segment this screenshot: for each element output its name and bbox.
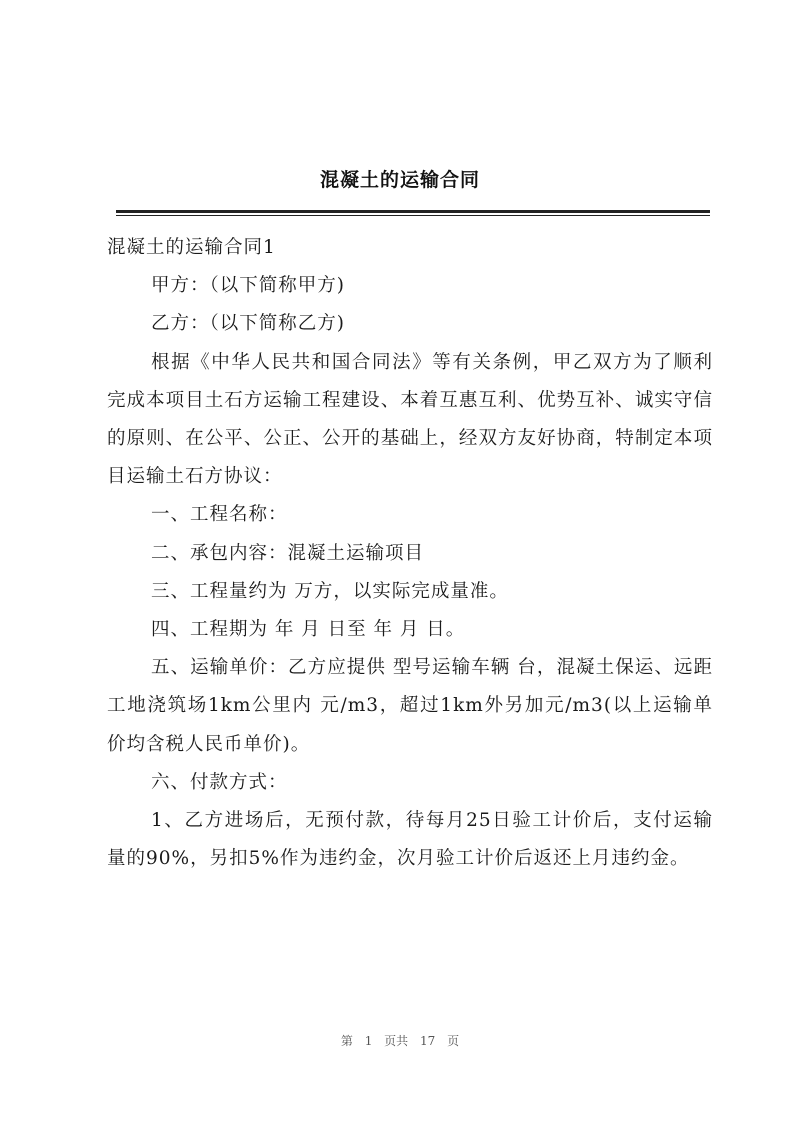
clause-unit-price: 五、运输单价：乙方应提供 型号运输车辆 台，混凝土保运、远距工地浇筑场1km公里内 元/m3，超过1km外另加元/m3(以上运输单价均含税人民币单价)。 xyxy=(107,657,713,755)
payment-item-1: 1、乙方进场后，无预付款，待每月25日验工计价后，支付运输量的90%，另扣5%作为违约金，次月验工计价后返还上月违约金。 xyxy=(107,810,713,870)
document-body xyxy=(107,229,713,878)
title-rule-thick xyxy=(116,210,710,213)
section-heading: 混凝土的运输合同1 xyxy=(107,237,276,258)
title-rule-thin xyxy=(116,215,710,216)
party-a-line: 甲方：（以下简称甲方) xyxy=(151,275,345,297)
clause-contract-content: 二、承包内容：混凝土运输项目 xyxy=(151,542,425,564)
clause-quantity: 三、工程量约为 万方，以实际完成量准。 xyxy=(151,580,509,602)
party-b-line: 乙方：（以下简称乙方) xyxy=(151,313,345,335)
clause-project-name: 一、工程名称： xyxy=(151,504,288,526)
document-title: 混凝土的运输合同 xyxy=(319,169,480,191)
clause-payment-method: 六、付款方式： xyxy=(151,771,288,793)
page-footer: 第 1 页共 17 页 xyxy=(340,1034,460,1048)
clause-period: 四、工程期为 年 月 日至 年 月 日。 xyxy=(151,619,466,641)
preamble-paragraph: 根据《中华人民共和国合同法》等有关条例，甲乙双方为了顺利完成本项目土石方运输工程建设、本着互惠互利、优势互补、诚实守信的原则、在公平、公正、公开的基础上，经双方友好协商，特制定本项目运输土石方协议： xyxy=(107,351,713,488)
